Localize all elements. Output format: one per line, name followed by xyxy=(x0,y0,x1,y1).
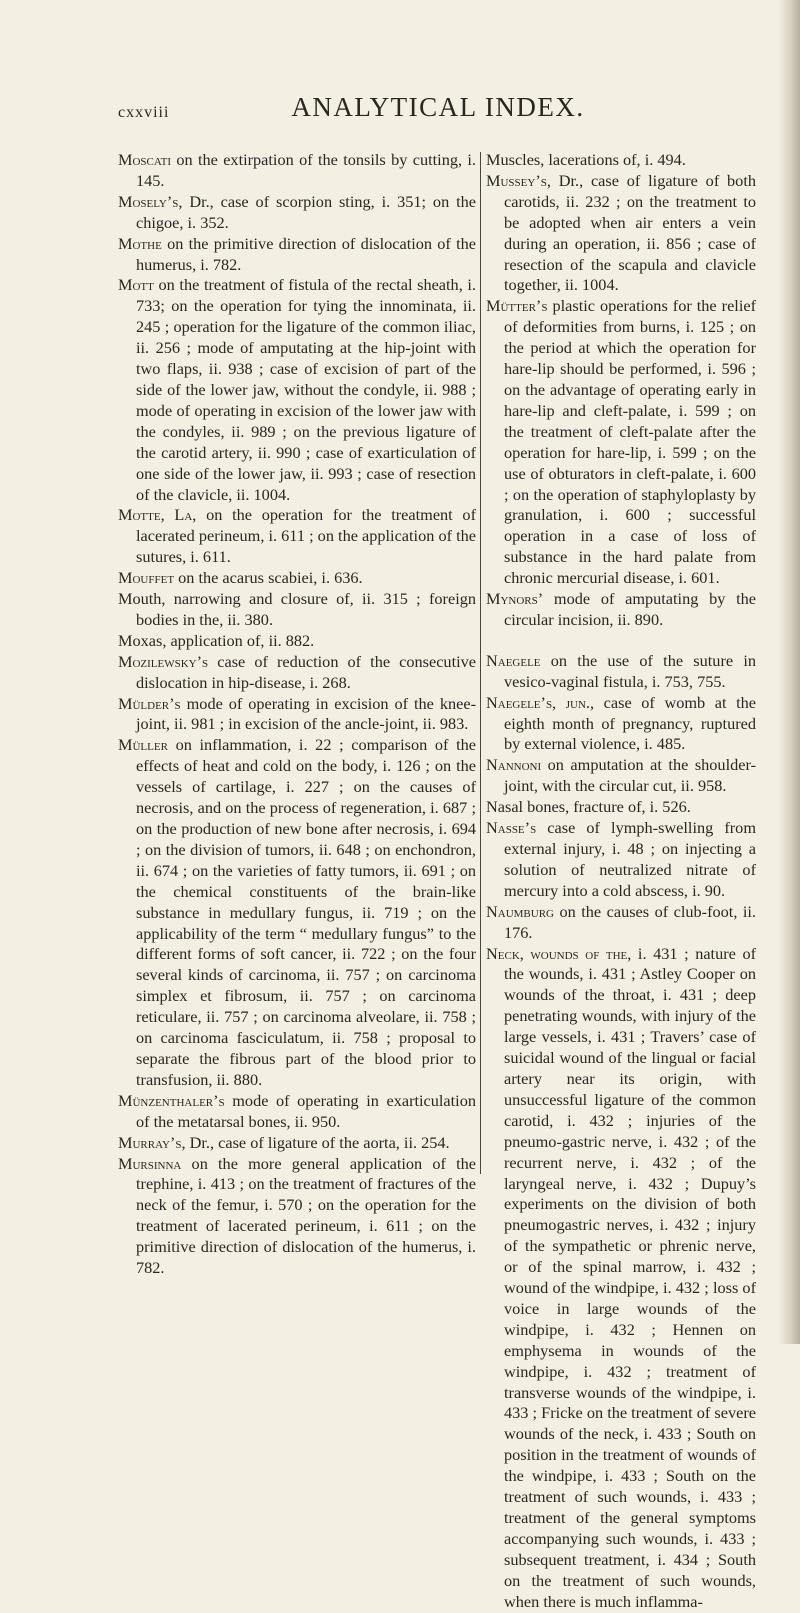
index-entry-text: case of lymph-swelling from external injury, i. 48 ; on injecting a solution of neutralized nitrate of mercury into a cold abscess, i. 90. xyxy=(504,818,756,900)
index-entry-heading: Nasse’s xyxy=(486,818,537,838)
index-entry xyxy=(118,1154,476,1279)
index-entry xyxy=(118,150,476,192)
index-entry xyxy=(118,1091,476,1133)
index-entry-heading: Neck, wounds of the xyxy=(486,943,628,963)
index-entry-heading: Naumburg xyxy=(486,901,554,921)
index-entry-heading: Mussey’s xyxy=(486,170,547,190)
index-entry xyxy=(486,150,756,171)
index-entry-text: mode of operating in exarticulation of the metatarsal bones, ii. 950. xyxy=(136,1090,476,1131)
running-title: ANALYTICAL INDEX. xyxy=(291,92,585,122)
index-entry-heading: Mütter’s xyxy=(486,296,548,316)
index-column-left xyxy=(118,150,476,1279)
index-entry-heading: Mursinna xyxy=(118,1153,182,1173)
index-entry xyxy=(486,589,756,631)
page-gutter-shadow xyxy=(778,0,800,1344)
index-entry-text: mode of amputating by the circular incision, ii. 890. xyxy=(504,589,756,629)
index-entry-heading: Mott xyxy=(118,275,154,295)
index-entry-text: , i. 431 ; nature of the wounds, i. 431 ; Astley Cooper on wounds of the throat, i. 431 ; deep penetrating wounds, with injury of the large vessels, i. 431 ; Travers’ case of suicidal wound of the lingual or facial artery near its origin, with unsuccessful ligature of the common carotid, i. 432 ; injuries of the pneumo-gastric nerve, i. 432 ; of the recurrent nerve, i. 432 ; of the laryngeal nerve, i. 432 ; Dupuy’s experiments on the division of both pneumogastric nerves, i. 432 ; injury of the sympathetic or phrenic nerve, or of the spinal marrow, i. 432 ; wound of the windpipe, i. 432 ; loss of voice in large wounds of the windpipe, i. 432 ; Hennen on emphysema in wounds of the windpipe, i. 432 ; treatment of transverse wounds of the windpipe, i. 433 ; Fricke on the treatment of severe wounds of the neck, i. 433 ; South on position in the treatment of wounds of the windpipe, i. 433 ; South on the treatment of such wounds, i. 433 ; treatment of the general symptoms accompanying such wounds, i. 433 ; subsequent treatment, i. 434 ; South on the treatment of such wounds, when there is much inflamma- xyxy=(504,943,757,1611)
index-entry xyxy=(118,694,476,736)
index-entry-text: , Dr., case of scorpion sting, i. 351; on the chigoe, i. 352. xyxy=(136,191,476,232)
page-number: cxxviii xyxy=(118,104,170,121)
index-entry xyxy=(486,797,756,818)
index-entry-heading: Müller xyxy=(118,735,168,755)
index-entry-text: , Dr., case of ligature of both carotids, ii. 232 ; on the treatment to be adopted when air enters a vein during an operation, ii. 856 ; case of resection of the scapula and clavicle together, ii. 1004. xyxy=(504,170,756,295)
index-entry-heading: Mynors’ xyxy=(486,589,544,609)
index-entry-text: on inflammation, i. 22 ; comparison of the effects of heat and cold on the body, i. 126 ; on the vessels of cartilage, i. 227 ; on the causes of necrosis, and on the process of regeneration, i. 687 ; on the production of new bone after necrosis, i. 694 ; on the division of tumors, ii. 648 ; on enchondron, ii. 674 ; on the varieties of fatty tumors, ii. 691 ; on the chemical constituents of the brain-like substance in medullary fungus, ii. 719 ; on the applicability of the term “ medullary fungus” to the different forms of soft cancer, ii. 722 ; on the four several kinds of carcinoma, ii. 757 ; on carcinoma simplex et fibrosum, ii. 757 ; on carcinoma reticulare, ii. 757 ; on carcinoma alveolare, ii. 758 ; on carcinoma fasciculatum, ii. 758 ; proposal to separate the fibrous part of the blood prior to transfusion, ii. 880. xyxy=(136,735,476,1089)
index-entry-text: on the treatment of fistula of the rectal sheath, i. 733; on the operation for tying the innominata, ii. 245 ; operation for the ligature of the common iliac, ii. 256 ; mode of amputating at the hip-joint with two flaps, ii. 938 ; case of excision of part of the side of the lower jaw, without the condyle, ii. 988 ; mode of operating in excision of the lower jaw with the condyles, ii. 989 ; on the previous ligature of the carotid artery, ii. 990 ; case of exarticulation of one side of the lower jaw, ii. 993 ; case of resection of the clavicle, ii. 1004. xyxy=(136,275,476,504)
index-entry xyxy=(118,1133,476,1154)
column-divider xyxy=(480,152,481,1174)
index-entry-text: on the operation for the treatment of lacerated perineum, i. 611 ; on the application of the sutures, i. 611. xyxy=(136,505,476,567)
index-entry-text: mode of operating in excision of the knee-joint, ii. 981 ; in excision of the ancle-joint, ii. 983. xyxy=(136,693,476,734)
index-entry-heading: Mozilewsky’s xyxy=(118,651,209,671)
index-entry-heading: Motte, La, xyxy=(118,505,197,525)
index-entry xyxy=(486,651,756,693)
index-entry-heading: Naegele’s, jun. xyxy=(486,692,590,712)
index-entry xyxy=(118,505,476,568)
index-entry-text: on amputation at the shoulder-joint, with the circular cut, ii. 958. xyxy=(504,755,756,796)
index-entry xyxy=(118,568,476,589)
index-entry xyxy=(486,902,756,944)
index-entry xyxy=(118,275,476,505)
index-entry-text: on the use of the suture in vesico-vaginal fistula, i. 753, 755. xyxy=(504,650,756,691)
index-entry-text: on the causes of club-foot, ii. 176. xyxy=(504,901,756,942)
index-entry-heading: Münzenthaler’s xyxy=(118,1090,225,1110)
index-entry-text: Nasal bones, fracture of, i. 526. xyxy=(486,797,691,817)
index-entry-text: Moxas, application of, ii. 882. xyxy=(118,630,315,650)
index-column-right xyxy=(486,150,756,1613)
index-entry-heading: Mouffet xyxy=(118,568,175,588)
index-entry-text: on the acarus scabiei, i. 636. xyxy=(174,568,363,588)
index-entry-text: plastic operations for the relief of deformities from burns, i. 125 ; on the period at which the operation for hare-lip should be performed, i. 596 ; on the advantage of operating early in hare-lip and cleft-palate, i. 599 ; on the treatment of cleft-palate after the operation for hare-lip, i. 599 ; on the use of obturators in cleft-palate, i. 600 ; on the operation of staphyloplasty by granulation, i. 600 ; successful operation in a case of loss of substance in the hard palate from chronic mercurial disease, i. 601. xyxy=(504,296,756,588)
index-entry-heading: Moscati xyxy=(118,150,171,169)
index-entry-text: , Dr., case of ligature of the aorta, ii. 254. xyxy=(181,1132,450,1152)
index-entry xyxy=(118,631,476,652)
index-entry xyxy=(486,755,756,797)
index-entry xyxy=(486,171,756,296)
index-entry-text: Mouth, narrowing and closure of, ii. 315 ; foreign bodies in the, ii. 380. xyxy=(118,589,476,629)
index-entry xyxy=(486,944,756,1613)
index-entry-heading: Naegele xyxy=(486,650,541,670)
index-entry-heading: Mosely’s xyxy=(118,191,179,211)
index-entry-text: on the primitive direction of dislocation of the humerus, i. 782. xyxy=(136,233,476,274)
index-entry-text: on the more general application of the trephine, i. 413 ; on the treatment of fractures of the neck of the femur, i. 570 ; on the operation for the treatment of lacerated perineum, i. 611 ; on the primitive direction of dislocation of the humerus, i. 782. xyxy=(136,1153,476,1278)
index-entry xyxy=(118,735,476,1090)
index-entry xyxy=(118,652,476,694)
index-entry-text: , case of womb at the eighth month of pregnancy, ruptured by external violence, i. 485. xyxy=(504,692,756,754)
index-entry-heading: Mothe xyxy=(118,233,162,253)
index-entry xyxy=(486,296,756,589)
index-entry-heading: Nannoni xyxy=(486,755,542,775)
index-entry xyxy=(118,192,476,234)
index-entry xyxy=(118,234,476,276)
index-entry-text: on the extirpation of the tonsils by cutting, i. 145. xyxy=(136,150,476,190)
index-entry-heading: Mülder’s xyxy=(118,693,181,713)
index-entry xyxy=(118,589,476,631)
page-header xyxy=(118,92,758,132)
index-entry-text: case of reduction of the consecutive dislocation in hip-disease, i. 268. xyxy=(136,651,476,692)
index-entry xyxy=(486,818,756,902)
index-entry xyxy=(486,693,756,756)
index-entry-text: Muscles, lacerations of, i. 494. xyxy=(486,150,686,169)
index-entry-heading: Murray’s xyxy=(118,1132,182,1152)
